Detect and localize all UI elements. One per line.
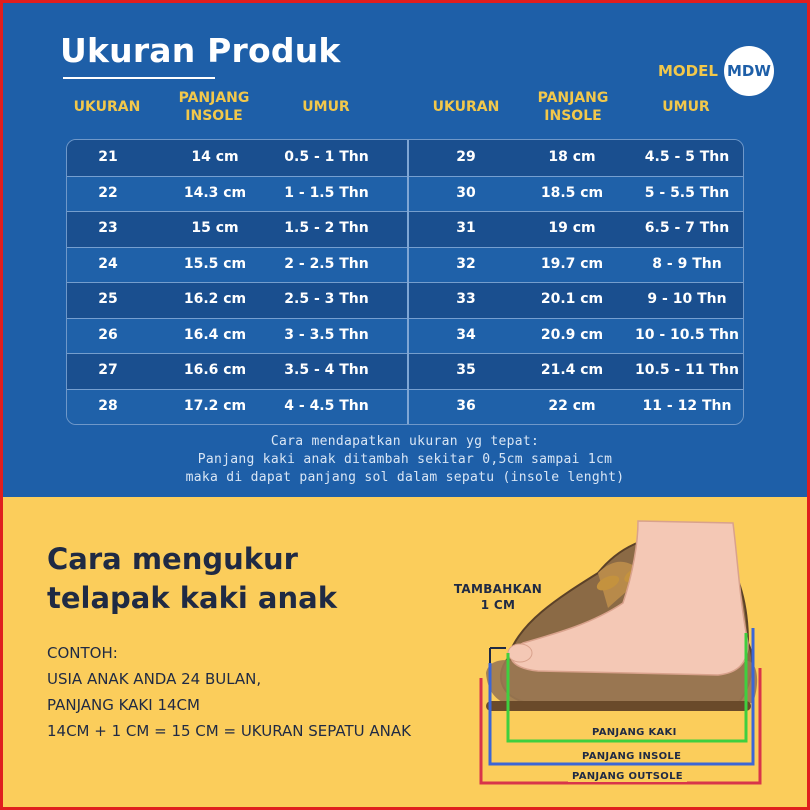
foot-length-label: PANJANG KAKI	[588, 727, 681, 738]
table-row	[67, 389, 743, 425]
cell-size: 36	[456, 397, 476, 414]
row-divider	[67, 176, 743, 177]
table-row	[67, 282, 743, 318]
cell-insole: 15.5 cm	[183, 255, 247, 272]
cell-insole: 15 cm	[191, 220, 239, 236]
cell-age: 4 - 4.5 Thn	[284, 397, 369, 414]
row-divider	[67, 247, 743, 248]
cell-insole: 19 cm	[548, 220, 596, 236]
cell-insole: 21.4 cm	[540, 362, 604, 378]
guide-heading-line: Cara mengukur	[47, 542, 298, 576]
cell-size: 22	[98, 184, 118, 201]
guide-heading-line: telapak kaki anak	[47, 581, 337, 615]
col-header-age-left: UMUR	[302, 99, 350, 115]
cell-size: 28	[98, 397, 118, 414]
cell-insole: 14.3 cm	[183, 184, 247, 201]
cell-size: 27	[98, 362, 118, 378]
cell-insole: 14 cm	[191, 149, 239, 165]
add-1cm-label	[448, 581, 548, 613]
table-divider	[407, 140, 409, 424]
col-header-insole-left: PANJANG INSOLE	[178, 90, 250, 124]
model-indicator	[658, 46, 774, 96]
cell-insole: 18.5 cm	[540, 184, 604, 201]
cell-size: 26	[98, 326, 118, 343]
cell-insole: 18 cm	[548, 149, 596, 165]
cell-insole: 16.2 cm	[183, 291, 247, 307]
cell-age: 6.5 - 7 Thn	[644, 220, 730, 236]
add-label-line: TAMBAHKAN	[453, 582, 543, 596]
cell-size: 29	[456, 149, 476, 165]
guide-heading	[47, 540, 337, 618]
row-divider	[67, 353, 743, 354]
example-text	[47, 640, 411, 744]
table-row	[67, 247, 743, 283]
table-row	[67, 176, 743, 212]
table-row	[67, 318, 743, 354]
cell-age: 10.5 - 11 Thn	[635, 362, 739, 378]
col-header-size-left: UKURAN	[73, 99, 141, 115]
cell-size: 23	[98, 220, 118, 236]
cell-size: 21	[98, 149, 118, 165]
col-header-size-right: UKURAN	[432, 99, 500, 115]
add-label-line: 1 CM	[480, 598, 516, 612]
row-divider	[67, 282, 743, 283]
cell-size: 35	[456, 362, 476, 378]
cell-size: 34	[456, 326, 476, 343]
cell-size: 32	[456, 255, 476, 272]
col-header-insole-right: PANJANG INSOLE	[537, 90, 609, 124]
cell-age: 0.5 - 1 Thn	[284, 149, 369, 165]
title-underline	[63, 77, 215, 79]
cell-age: 10 - 10.5 Thn	[635, 326, 739, 343]
table-row	[67, 140, 743, 176]
insole-length-label: PANJANG INSOLE	[578, 751, 685, 762]
cell-age: 9 - 10 Thn	[647, 291, 727, 307]
row-divider	[67, 389, 743, 390]
foot-measure-diagram	[448, 503, 808, 803]
example-line: CONTOH:	[47, 644, 118, 662]
example-line: 14CM + 1 CM = 15 CM = UKURAN SEPATU ANAK	[47, 722, 411, 740]
cell-age: 1.5 - 2 Thn	[284, 220, 369, 236]
cell-insole: 22 cm	[548, 397, 596, 414]
row-divider	[67, 211, 743, 212]
cell-size: 31	[456, 220, 476, 236]
cell-insole: 20.1 cm	[540, 291, 604, 307]
size-chart-section	[3, 3, 807, 497]
cell-insole: 19.7 cm	[540, 255, 604, 272]
size-table	[66, 139, 744, 425]
cell-age: 2 - 2.5 Thn	[284, 255, 369, 272]
example-line: PANJANG KAKI 14CM	[47, 696, 200, 714]
cell-age: 4.5 - 5 Thn	[644, 149, 730, 165]
cell-insole: 20.9 cm	[540, 326, 604, 343]
cell-age: 3.5 - 4 Thn	[284, 362, 369, 378]
cell-age: 11 - 12 Thn	[642, 397, 732, 414]
measurement-note	[3, 433, 807, 487]
note-line: Panjang kaki anak ditambah sekitar 0,5cm sampai 1cm	[197, 452, 613, 467]
table-row	[67, 353, 743, 389]
cell-age: 8 - 9 Thn	[652, 255, 722, 272]
cell-insole: 16.6 cm	[183, 362, 247, 378]
cell-age: 3 - 3.5 Thn	[284, 326, 369, 343]
cell-age: 5 - 5.5 Thn	[644, 184, 730, 201]
cell-size: 24	[98, 255, 118, 272]
cell-size: 30	[456, 184, 476, 201]
cell-age: 1 - 1.5 Thn	[284, 184, 369, 201]
page-title: Ukuran Produk	[60, 31, 341, 70]
model-badge: MDW	[724, 46, 774, 96]
cell-size: 25	[98, 291, 118, 307]
note-line: maka di dapat panjang sol dalam sepatu (insole lenght)	[185, 470, 625, 485]
example-line: USIA ANAK ANDA 24 BULAN,	[47, 670, 262, 688]
cell-insole: 17.2 cm	[183, 397, 247, 414]
cell-size: 33	[456, 291, 476, 307]
table-row	[67, 211, 743, 247]
note-line: Cara mendapatkan ukuran yg tepat:	[270, 434, 540, 449]
model-label: MODEL	[658, 62, 718, 80]
col-header-age-right: UMUR	[662, 99, 710, 115]
outsole-length-label: PANJANG OUTSOLE	[568, 771, 687, 782]
cell-insole: 16.4 cm	[183, 326, 247, 343]
cell-age: 2.5 - 3 Thn	[284, 291, 369, 307]
row-divider	[67, 318, 743, 319]
